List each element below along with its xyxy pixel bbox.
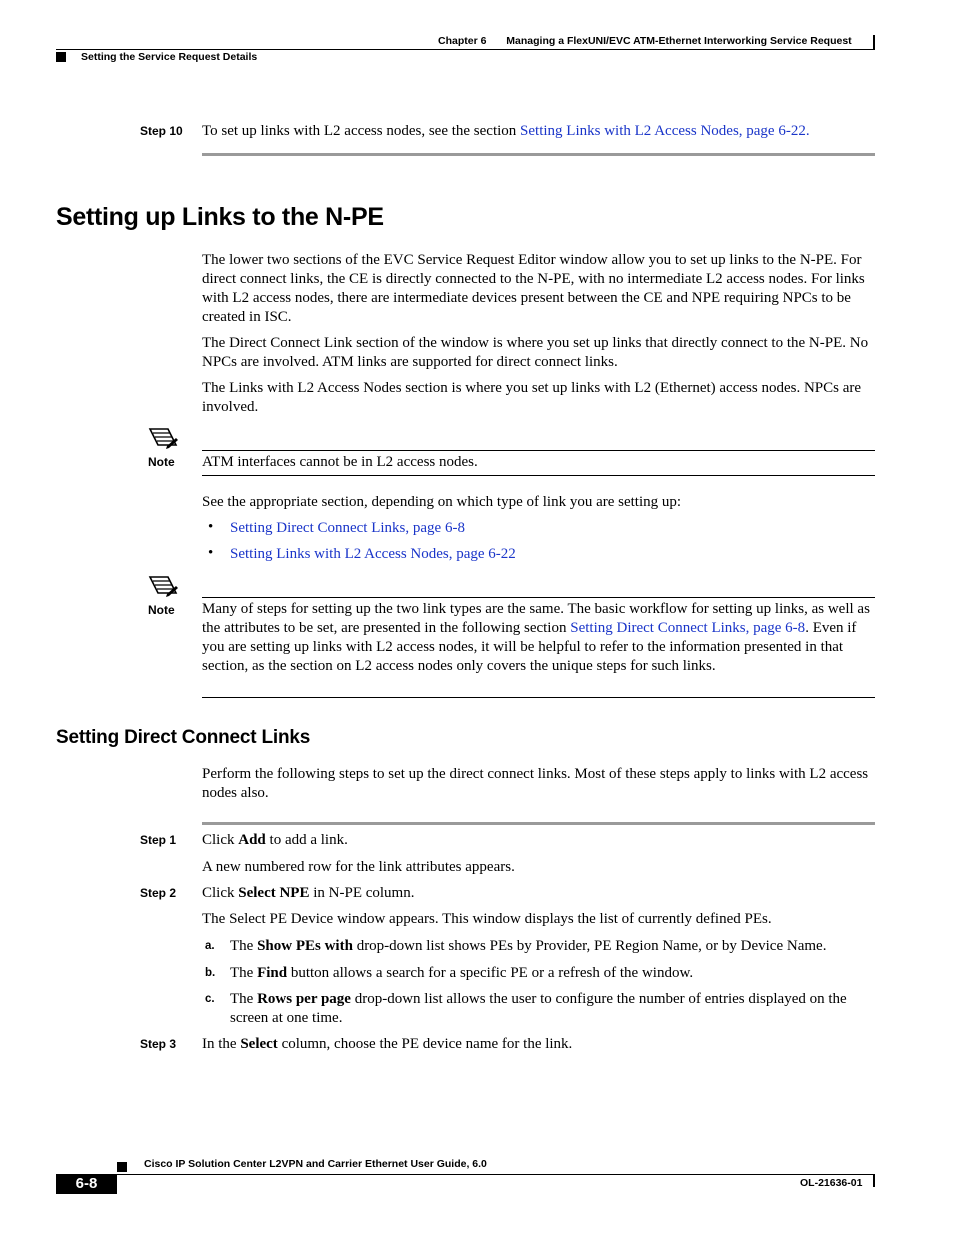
substep-a-term: Show PEs with [257,938,353,954]
step2-result: The Select PE Device window appears. This window displays the list of currently defined PEs. [202,911,772,927]
header-rule [56,49,875,50]
substep-a-text [230,937,880,956]
header-section-marker [56,52,66,62]
pencil-note-icon [146,574,178,600]
section2-intro: Perform the following steps to set up the direct connect links. Most of these steps apply to links with L2 access nodes also. [202,766,869,801]
bullet-link-l2-access[interactable]: Setting Links with L2 Access Nodes, page 6-22 [230,546,516,562]
footer-rule [117,1174,875,1175]
header-chapter-number: Chapter 6 [438,35,487,47]
bullet-dot-2: • [208,545,214,561]
step3-text-a: In the [202,1036,241,1052]
step10-rule [202,153,875,156]
note2-top-rule [202,597,875,598]
substep-b-text [230,964,880,983]
step2-text-a: Click [202,885,239,901]
step1-result: A new numbered row for the link attributes appears. [202,859,515,875]
step2-text [202,884,877,903]
section1-para2: The Direct Connect Link section of the window is where you set up links that directly connect to the N-PE. No NPCs are involved. ATM links are supported for direct connect links. [202,335,869,370]
footer-guide-title: Cisco IP Solution Center L2VPN and Carrier Ethernet User Guide, 6.0 [144,1158,487,1170]
substep-c-text-1: The [230,991,258,1007]
step2-text-b: in N-PE column. [309,885,415,901]
note2-label: Note [148,603,175,617]
note2-text-a: Many of steps for setting up the two link types are the same. The basic workflow for setting up links, as well as the attributes to be set, are presented in the following section [202,601,870,636]
note1-top-rule [202,450,875,451]
step3-select-term: Select [240,1036,278,1052]
pencil-note-icon [146,426,178,452]
header-chapter [438,35,852,47]
substep-a-label: a. [205,940,215,952]
footer-marker [117,1162,127,1172]
header-chapter-title: Managing a FlexUNI/EVC ATM-Ethernet Interworking Service Request [506,35,852,47]
header-section: Setting the Service Request Details [81,51,258,63]
step3-text [202,1035,877,1054]
note1-bottom-rule [202,475,875,476]
bullet-dot-1: • [208,519,214,535]
step1-text-a: Click [202,832,239,848]
note1-text: ATM interfaces cannot be in L2 access nodes. [202,454,478,470]
step10-link[interactable]: Setting Links with L2 Access Nodes, page 6-22. [520,123,810,139]
step1-text [202,831,877,850]
footer-page-number: 6-8 [56,1174,117,1194]
bullet-link-direct-connect[interactable]: Setting Direct Connect Links, page 6-8 [230,520,465,536]
footer-right-bar [873,1174,875,1187]
step1-text-b: to add a link. [265,832,348,848]
note1-label: Note [148,455,175,469]
substep-c-term: Rows per page [257,991,351,1007]
step10-text [202,122,882,141]
step3-label: Step 3 [140,1037,177,1051]
step1-add-term: Add [238,832,266,848]
section-title-direct-connect: Setting Direct Connect Links [56,727,311,748]
step2-select-npe-term: Select NPE [238,885,310,901]
section2-rule [202,822,875,825]
note2-text-b: . Even if you are setting up links with L2 access nodes, it will be helpful to refer to the information presented in that section, as the section on L2 access nodes only covers the unique steps for such links. [202,620,857,674]
header-right-bar [873,35,875,50]
section1-para3: The Links with L2 Access Nodes section is where you set up links with L2 (Ethernet) access nodes. NPCs are involved. [202,380,862,415]
step3-text-b: column, choose the PE device name for the link. [277,1036,573,1052]
section1-para1: The lower two sections of the EVC Service Request Editor window allow you to set up links to the N-PE. For direct connect links, the CE is directly connected to the N-PE, with no intermediate L2 access nodes. For links with L2 access nodes, there are intermediate devices present between the CE and NPE requiring NPCs to be created in ISC. [202,252,865,325]
substep-b-label: b. [205,967,216,979]
substep-b-term: Find [257,965,288,981]
section-title-npe-links: Setting up Links to the N-PE [56,203,384,231]
substep-c-label: c. [205,993,215,1005]
step2-label: Step 2 [140,886,177,900]
substep-b-text-1: The [230,965,258,981]
note2-bottom-rule [202,697,875,698]
section1-para4: See the appropriate section, depending on which type of link you are setting up: [202,494,682,510]
substep-c-text-2: drop-down list allows the user to configure the number of entries displayed on the screen at one time. [230,991,847,1026]
substep-a-text-1: The [230,938,258,954]
step1-label: Step 1 [140,833,177,847]
note2-text [202,600,877,676]
step10-text-body: To set up links with L2 access nodes, see the section [202,123,521,139]
note2-link[interactable]: Setting Direct Connect Links, page 6-8 [570,620,806,636]
step10-label: Step 10 [140,124,183,138]
substep-b-text-2: button allows a search for a specific PE or a refresh of the window. [287,965,694,981]
substep-a-text-2: drop-down list shows PEs by Provider, PE Region Name, or by Device Name. [352,938,827,954]
footer-doc-number: OL-21636-01 [800,1177,863,1189]
substep-c-text [230,990,880,1028]
